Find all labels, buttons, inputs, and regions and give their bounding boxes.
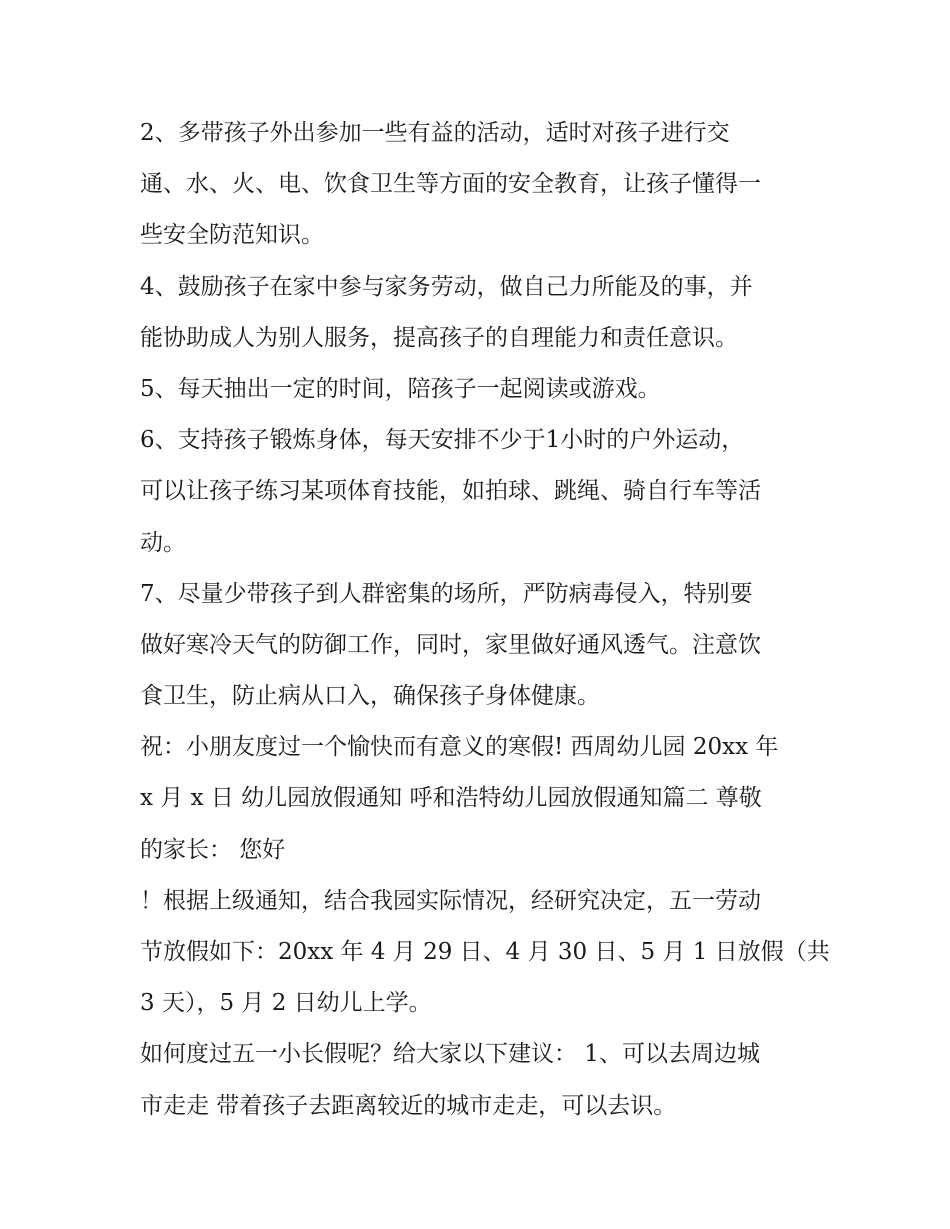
text-line: 可以让孩子练习某项体育技能，如拍球、跳绳、骑自行车等活	[140, 478, 761, 505]
text-line: 7、尽量少带孩子到人群密集的场所，严防病毒侵入，特别要	[140, 580, 753, 607]
text-line: 2、多带孩子外出参加一些有益的活动，适时对孩子进行交	[140, 120, 730, 146]
text-line: 5、每天抽出一定的时间，陪孩子一起阅读或游戏。	[140, 375, 661, 402]
text-line: 能协助成人为别人服务，提高孩子的自理能力和责任意识。	[140, 324, 738, 351]
text-line: 做好寒冷天气的防御工作，同时，家里做好通风透气。注意饮	[140, 631, 761, 658]
text-line: 如何度过五一小长假呢？给大家以下建议： 1、可以去周边城	[140, 1041, 760, 1068]
text-line: x 月 x 日 幼儿园放假通知 呼和浩特幼儿园放假通知篇二 尊敬	[140, 785, 762, 812]
text-line: 6、支持孩子锻炼身体，每天安排不少于1小时的户外运动，	[140, 427, 745, 454]
text-line: 的家长： 您好	[140, 836, 286, 863]
text-line: 市走走 带着孩子去距离较近的城市走走，可以去识。	[140, 1092, 677, 1119]
text-line: 节放假如下：20xx 年 4 月 29 日、4 月 30 日、5 月 1 日放假（共	[140, 939, 830, 965]
text-line: 食卫生，防止病从口入，确保孩子身体健康。	[140, 683, 600, 710]
document-body	[140, 108, 840, 1132]
text-line: 3 天），5 月 2 日幼儿上学。	[140, 990, 432, 1017]
text-line: 4、鼓励孩子在家中参与家务劳动，做自己力所能及的事，并	[140, 273, 753, 300]
text-line: 些安全防范知识。	[140, 222, 324, 249]
text-line: 动。	[140, 529, 186, 556]
text-line: ！根据上级通知，结合我园实际情况，经研究决定，五一劳动	[140, 887, 761, 914]
text-line: 祝：小朋友度过一个愉快而有意义的寒假! 西周幼儿园 20xx 年	[140, 734, 779, 761]
text-line: 通、水、火、电、饮食卫生等方面的安全教育，让孩子懂得一	[140, 171, 761, 198]
